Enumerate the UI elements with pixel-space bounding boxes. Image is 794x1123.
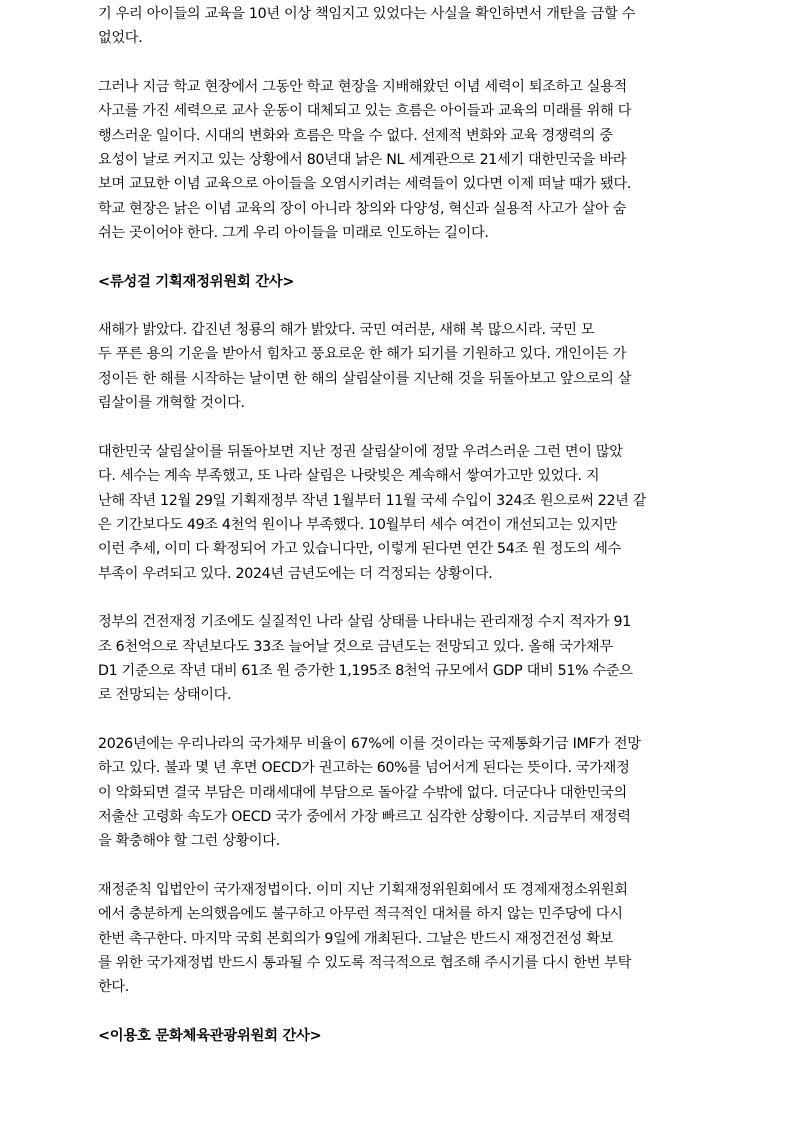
- paragraph-national-debt: 2026년에는 우리나라의 국가채무 비율이 67%에 이를 것이라는 국제통화기금 IMF가 전망 하고 있다. 불과 몇 년 후면 OECD가 권고하는 60%를 넘어서게 된다는 뜻이다. 국가재정 이 악화되면 결국 부담은 미래세대에 부담으로 돌아갈 수밖에 없다. 더군다나 대한민국의 저출산 고령화 속도가 OECD 국가 중에서 가장 빠르고 심각한 상황이다. 지금부터 재정력 을 확충해야 할 그런 상황이다.: [98, 735, 641, 850]
- paragraph-fiscal-rule: 재정준칙 입법안이 국가재정법이다. 이미 지난 기획재정위원회에서 또 경제재정소위원회 에서 충분하게 논의했음에도 불구하고 아무런 적극적인 대처를 하지 않는 민주당에 다시 한번 촉구한다. 마지막 국회 본회의가 9일에 개최된다. 그날은 반드시 재정건전성 확보 를 위한 국가재정법 반드시 통과될 수 있도록 적극적으로 협조해 주시기를 다시 한번 부탁 한다.: [98, 881, 632, 996]
- paragraph-school-change: 그러나 지금 학교 현장에서 그동안 학교 현장을 지배해왔던 이념 세력이 퇴조하고 실용적 사고를 가진 세력으로 교사 운동이 대체되고 있는 흐름은 아이들과 교육의 미래를 위해 다 행스러운 일이다. 시대의 변화와 흐름은 막을 수 없다. 선제적 변화와 교육 경쟁력의 중 요성이 날로 커지고 있는 상황에서 80년대 낡은 NL 세계관으로 21세기 대한민국을 바라 보며 교묘한 이념 교육으로 아이들을 오염시키려는 세력들이 있다면 이제 떠날 때가 됐다. 학교 현장은 낡은 이념 교육의 장이 아니라 창의와 다양성, 혁신과 실용적 사고가 살아 숨 쉬는 곳이어야 한다. 그게 우리 아이들을 미래로 인도하는 길이다.: [98, 78, 632, 242]
- paragraph-gap: [98, 246, 698, 270]
- paragraph-gap: [98, 294, 698, 318]
- paragraph-fiscal-deficit: 정부의 건전재정 기조에도 실질적인 나라 살림 상태를 나타내는 관리재정 수지 적자가 91 조 6천억으로 작년보다도 33조 늘어날 것으로 금년도는 전망되고 있다. 올해 국가채무 D1 기준으로 작년 대비 61조 원 증가한 1,195조 8천억 규모에서 GDP 대비 51% 수준으 로 전망되는 상태이다.: [98, 614, 633, 704]
- paragraph-gap: [98, 854, 698, 878]
- paragraph-tax-shortfall: 대한민국 살림살이를 뒤돌아보면 지난 정권 살림살이에 정말 우려스러운 그런 면이 많았 다. 세수는 계속 부족했고, 또 나라 살림은 나랏빚은 계속해서 쌓여가고만 있었다. 지 난해 작년 12월 29일 기획재정부 작년 1월부터 11월 국세 수입이 324조 원으로써 22년 같 은 기간보다도 49조 4천억 원이나 부족했다. 10월부터 세수 여건이 개선되고는 있지만 이런 추세, 이미 다 확정되어 가고 있습니다만, 이렇게 된다면 연간 54조 원 정도의 세수 부족이 우려되고 있다. 2024년 금년도에는 더 걱정되는 상황이다.: [98, 443, 647, 582]
- paragraph-education-intro: 기 우리 아이들의 교육을 10년 이상 책임지고 있었다는 사실을 확인하면서 개탄을 금할 수 없었다.: [98, 6, 636, 47]
- paragraph-gap: [98, 586, 698, 610]
- section-heading-ryu: <류성걸 기획재정위원회 간사>: [98, 273, 295, 290]
- document-page: [98, 0, 698, 1048]
- paragraph-gap: [98, 1000, 698, 1024]
- paragraph-gap: [98, 416, 698, 440]
- paragraph-new-year: 새해가 밝았다. 갑진년 청룡의 해가 밝았다. 국민 여러분, 새해 복 많으시라. 국민 모 두 푸른 용의 기운을 받아서 힘차고 풍요로운 한 해가 되기를 기원하고 있다. 개인이든 가 정이든 한 해를 시작하는 날이면 한 해의 살림살이를 지난해 것을 뒤돌아보고 앞으로의 살 림살이를 개혁할 것이다.: [98, 322, 632, 412]
- section-heading-lee: <이용호 문화체육관광위원회 간사>: [98, 1027, 322, 1044]
- paragraph-gap: [98, 708, 698, 732]
- paragraph-gap: [98, 51, 698, 75]
